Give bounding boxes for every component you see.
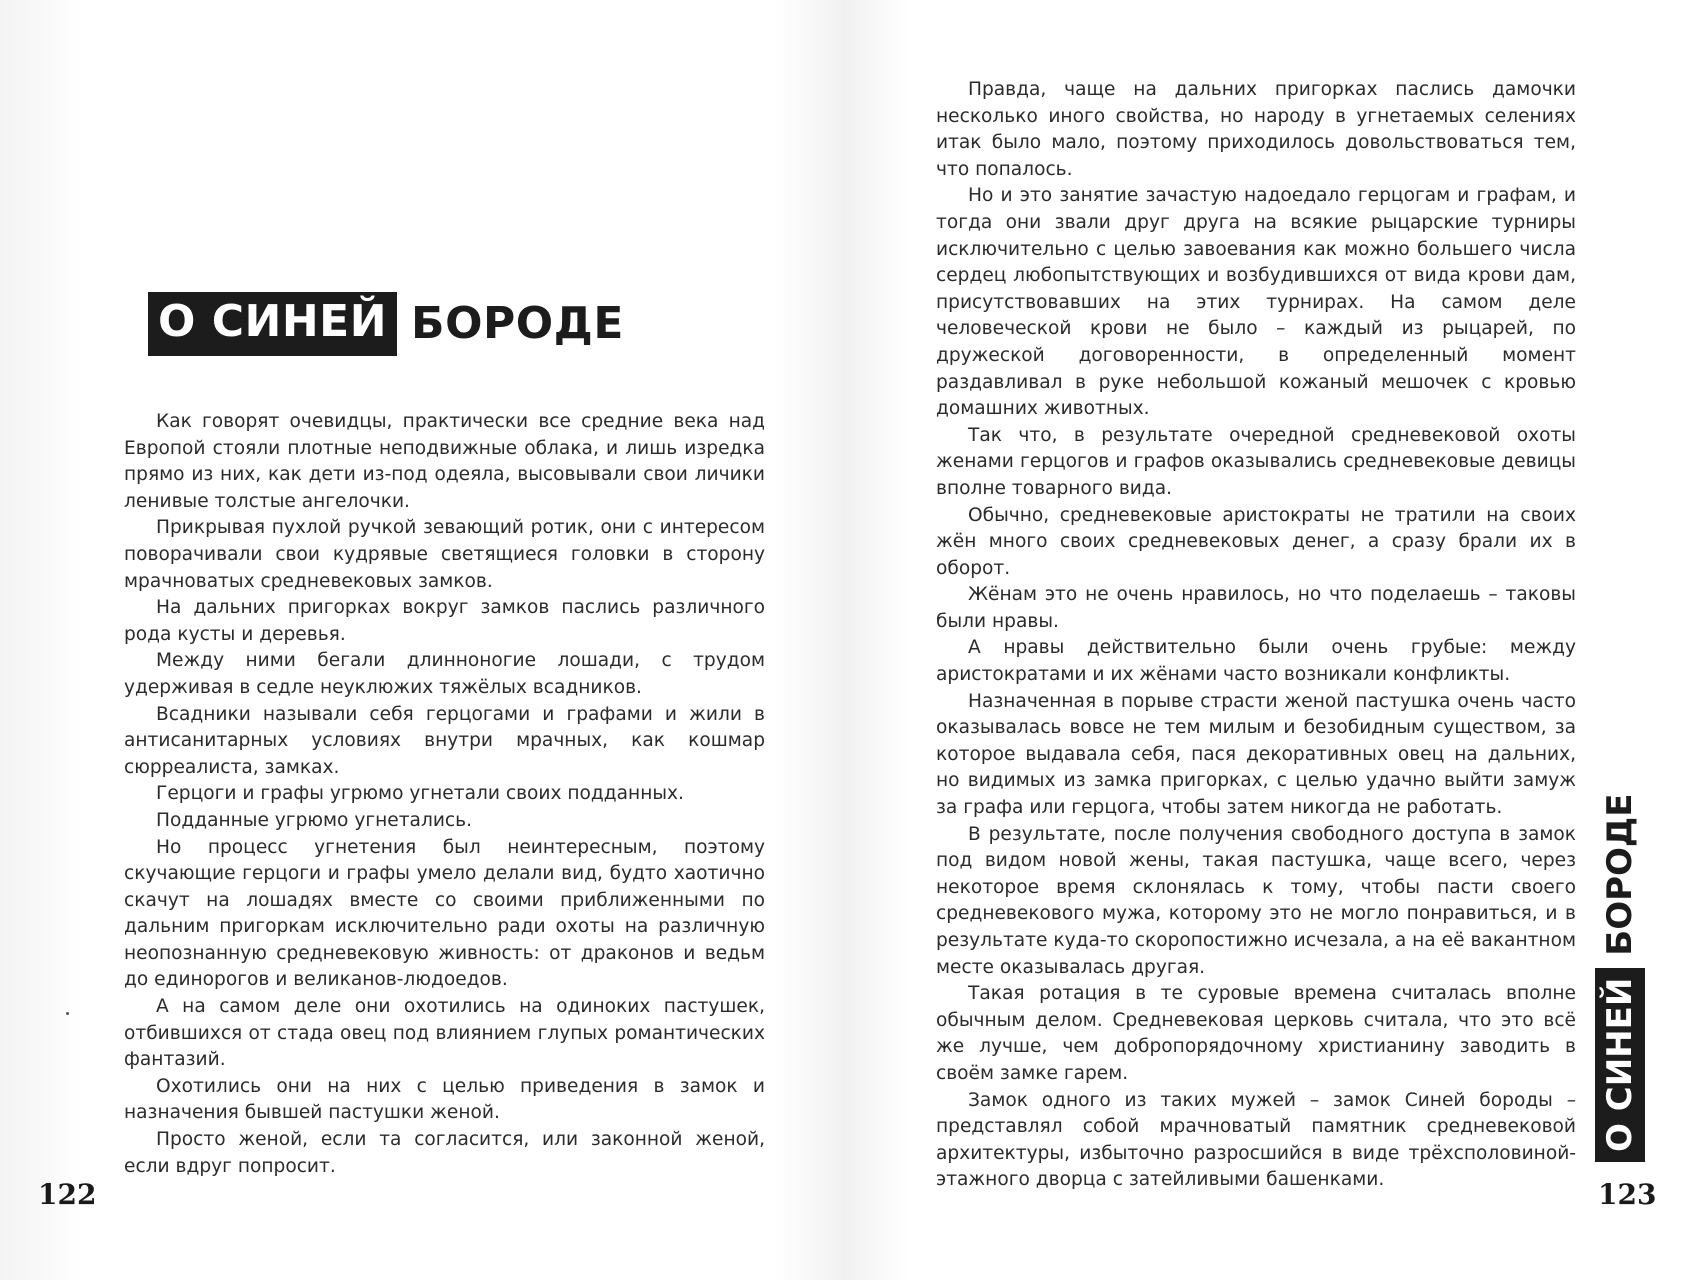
paragraph: На дальних пригорках вокруг замков паслись различного рода кусты и деревья.: [124, 597, 765, 645]
paragraph: Охотились они на них с целью приведения в замок и назначения бывшей пастушки женой.: [124, 1075, 765, 1124]
paragraph: Назначенная в порыве страсти женой пастушка очень часто оказывалась вовсе не тем милым и безобидным существом, за которое выдавала себя, пася декоративных овец на дальних, но видимых из замка пригорках, с целью удачно выйти замуж за графа или герцога, чтобы затем никогда не работать.: [936, 690, 1576, 819]
page-number-right: 123: [1598, 1178, 1657, 1211]
paragraph: В результате, после получения свободного доступа в замок под видом новой жены, такая пастушка, чаще всего, через некоторое время склонялась к тому, чтобы пасти своего средневекового мужа, которому это не могло понравиться, и в результате куда-то скоропостижно исчезала, а на её вакантном месте оказывалась другая.: [936, 823, 1576, 978]
paragraph: Прикрывая пухлой ручкой зевающий ротик, они с интересом поворачивали свои кудрявые светящиеся головки в сторону мрачноватых средневековых замков.: [124, 517, 765, 592]
paragraph: Обычно, средневековые аристократы не тратили на своих жён много своих средневековых денег, а сразу брали их в оборот.: [936, 504, 1576, 579]
running-head-inverted: О СИНЕЙ: [1595, 968, 1645, 1162]
chapter-title: [148, 292, 624, 356]
paragraph: Подданные угрюмо угнетались.: [156, 809, 473, 831]
chapter-title-plain: БОРОДЕ: [411, 298, 624, 349]
left-page-text: [124, 409, 765, 1180]
right-page-text: [936, 77, 1576, 1194]
paragraph: Но и это занятие зачастую надоедало герцогам и графам, и тогда они звали друг друга на всякие рыцарские турниры исключительно с целью завоевания как можно большего числа сердец любопытствующих и возбудившихся от вида крови дам, присутствовавших на этих турнирах. На самом деле человеческой крови не было – каждый из рыцарей, по дружеской договоренности, в определенный момент раздавливал в руке небольшой кожаный мешочек с кровью домашних животных.: [936, 185, 1576, 420]
paragraph: Между ними бегали длинноногие лошади, с трудом удерживая в седле неуклюжих тяжёлых всадников.: [124, 650, 765, 698]
paragraph: Но процесс угнетения был неинтересным, поэтому скучающие герцоги и графы умело делали вид, будто хаотично скачут на лошадях вместе со своими приближенными по дальним пригоркам исключительно ради охоты на различную неопознанную средневековую живность: от драконов и ведьм до единорогов и великанов-людоедов.: [124, 836, 765, 991]
chapter-title-inverted: О СИНЕЙ: [148, 292, 397, 356]
running-head-plain: БОРОДЕ: [1600, 793, 1640, 956]
paragraph: Так что, в результате очередной средневековой охоты женами герцогов и графов оказывались средневековые девицы вполне товарного вида.: [936, 424, 1576, 499]
paragraph: Просто женой, если та согласится, или законной женой, если вдруг попросит.: [124, 1129, 765, 1177]
paragraph: А нравы действительно были очень грубые: между аристократами и их жёнами часто возникали конфликты.: [936, 637, 1576, 686]
paragraph: Как говорят очевидцы, практически все средние века над Европой стояли плотные неподвижные облака, и лишь изредка прямо из них, как дети из-под одеяла, высовывали свои личики ленивые толстые ангелочки.: [124, 411, 765, 512]
paragraph: Такая ротация в те суровые времена считалась вполне обычным делом. Средневековая церковь считала, что это всё же лучше, чем добропорядочному христианину заводить в своём замке гарем.: [936, 983, 1576, 1084]
paragraph: Жёнам это не очень нравилось, но что поделаешь – таковы были нравы.: [936, 584, 1576, 632]
paragraph: Всадники называли себя герцогами и графами и жили в антисанитарных условиях внутри мрачных, как кошмар сюрреалиста, замках.: [124, 703, 765, 778]
paragraph: А на самом деле они охотились на одиноких пастушек, отбившихся от стада овец под влиянием глупых романтических фантазий.: [124, 996, 765, 1071]
right-page: [841, 0, 1683, 1280]
paragraph: Герцоги и графы угрюмо угнетали своих подданных.: [156, 783, 684, 805]
running-head-vertical: [1595, 794, 1645, 1162]
page-number-left: 122: [38, 1178, 97, 1211]
left-page: [0, 0, 841, 1280]
print-speck: [66, 1012, 69, 1015]
paragraph: Правда, чаще на дальних пригорках паслись дамочки несколько иного свойства, но народу в угнетаемых селениях итак было мало, поэтому приходилось довольствоваться тем, что попалось.: [936, 79, 1576, 180]
paragraph: Замок одного из таких мужей – замок Синей бороды – представлял собой мрачноватый памятник средневековой архитектуры, избыточно разросшийся в виде трёхсполовиной-этажного дворца с затейливыми башенками.: [936, 1089, 1576, 1191]
